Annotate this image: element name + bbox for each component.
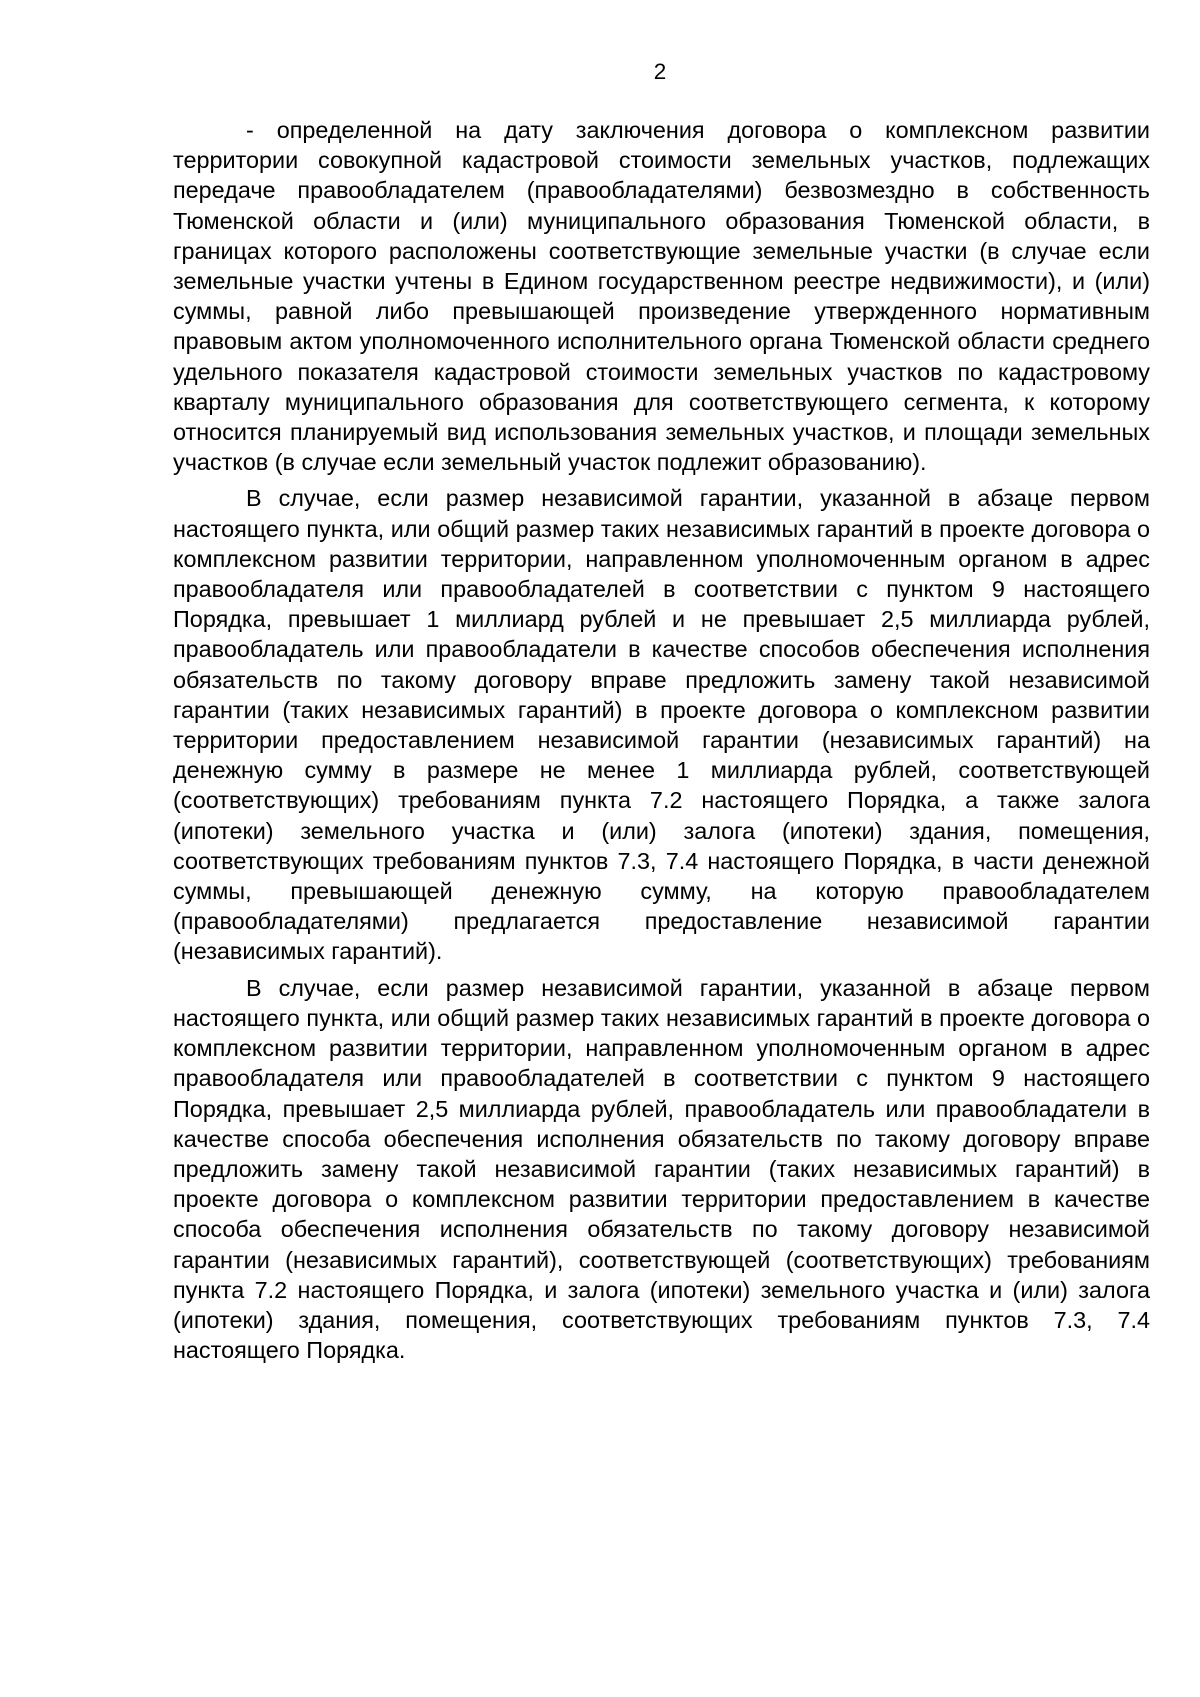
paragraph-guarantee-over-2-5-billion: В случае, если размер независимой гарантии, указанной в абзаце первом настоящего пункта, или общий размер таких независимых гарантий в проекте договора о комплексном развитии территории, направленном уполномоченным органом в адрес правообладателя или правообладателей в соответствии с пунктом 9 настоящего Порядка, превышает 2,5 миллиарда рублей, правообладатель или правообладатели в качестве способа обеспечения исполнения обязательств по такому договору вправе предложить замену такой независимой гарантии (таких независимых гарантий) в проекте договора о комплексном развитии территории предоставлением в качестве способа обеспечения исполнения обязательств по такому договору независимой гарантии (независимых гарантий), соответствующей (соответствующих) требованиям пункта 7.2 настоящего Порядка, и залога (ипотеки) земельного участка и (или) залога (ипотеки) здания, помещения, соответствующих требованиям пунктов 7.3, 7.4 настоящего Порядка. — [173, 974, 1150, 1364]
paragraph-guarantee-1-to-2-5-billion: В случае, если размер независимой гарантии, указанной в абзаце первом настоящего пункта, или общий размер таких независимых гарантий в проекте договора о комплексном развитии территории, направленном уполномоченным органом в адрес правообладателя или правообладателей в соответствии с пунктом 9 настоящего Порядка, превышает 1 миллиард рублей и не превышает 2,5 миллиарда рублей, правообладатель или правообладатели в качестве способов обеспечения исполнения обязательств по такому договору вправе предложить замену такой независимой гарантии (таких независимых гарантий) в проекте договора о комплексном развитии территории предоставлением независимой гарантии (независимых гарантий) на денежную сумму в размере не менее 1 миллиарда рублей, соответствующей (соответствующих) требованиям пункта 7.2 настоящего Порядка, а также залога (ипотеки) земельного участка и (или) залога (ипотеки) здания, помещения, соответствующих требованиям пунктов 7.3, 7.4 настоящего Порядка, в части денежной суммы, превышающей денежную сумму, на которую правообладателем (правообладателями) предлагается предоставление независимой гарантии (независимых гарантий). — [173, 485, 1150, 965]
page-number: 2 — [653, 59, 667, 84]
paragraph-cadastral-value: - определенной на дату заключения договора о комплексном развитии территории совокупной кадастровой стоимости земельных участков, подлежащих передаче правообладателем (правообладателями) безвозмездно в собственность Тюменской области и (или) муниципального образования Тюменской области, в границах которого расположены соответствующие земельные участки (в случае если земельные участки учтены в Едином государственном реестре недвижимости), и (или) суммы, равной либо превышающей произведение утвержденного нормативным правовым актом уполномоченного исполнительного органа Тюменской области среднего удельного показателя кадастровой стоимости земельных участков по кадастровому кварталу муниципального образования для соответствующего сегмента, к которому относится планируемый вид использования земельных участков, и площади земельных участков (в случае если земельный участок подлежит образованию). — [173, 117, 1150, 476]
document-body — [173, 115, 1150, 1365]
